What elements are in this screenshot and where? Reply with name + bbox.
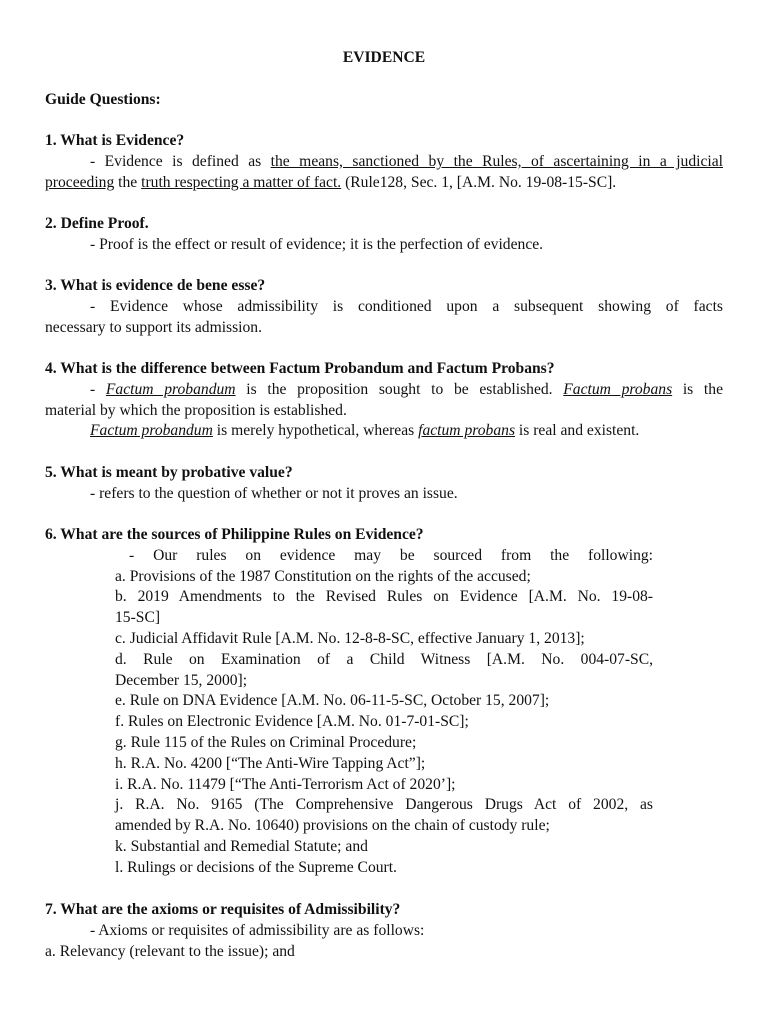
question-3-answer-line-1: - Evidence whose admissibility is conditioned upon a subsequent showing of facts <box>90 297 723 315</box>
question-4 <box>45 359 723 442</box>
question-5-answer: - refers to the question of whether or not it proves an issue. <box>90 484 458 502</box>
list-item: f. Rules on Electronic Evidence [A.M. No. 01-7-01-SC]; <box>115 713 469 731</box>
question-2-answer: - Proof is the effect or result of evidence; it is the perfection of evidence. <box>90 235 544 253</box>
list-item: h. R.A. No. 4200 [“The Anti-Wire Tapping Act”]; <box>115 754 426 772</box>
question-4-heading: 4. What is the difference between Factum Probandum and Factum Probans? <box>45 360 555 377</box>
question-3-heading: 3. What is evidence de bene esse? <box>45 277 266 294</box>
question-3 <box>45 276 723 338</box>
question-1 <box>45 131 723 193</box>
question-6-heading: 6. What are the sources of Philippine Rules on Evidence? <box>45 526 424 543</box>
list-item: a. Provisions of the 1987 Constitution on the rights of the accused; <box>115 567 531 585</box>
question-3-answer-line-2: necessary to support its admission. <box>45 318 262 336</box>
question-2 <box>45 214 723 256</box>
list-item: amended by R.A. No. 10640) provisions on the chain of custody rule; <box>115 817 550 835</box>
list-item: b. 2019 Amendments to the Revised Rules on Evidence [A.M. No. 19-08- <box>115 588 653 606</box>
document-title: EVIDENCE <box>342 49 426 66</box>
list-item: c. Judicial Affidavit Rule [A.M. No. 12-8-8-SC, effective January 1, 2013]; <box>115 629 585 647</box>
list-item: d. Rule on Examination of a Child Witness [A.M. No. 004-07-SC, <box>115 650 653 668</box>
question-7 <box>45 900 723 962</box>
question-6-source-list <box>45 546 653 879</box>
question-1-heading: 1. What is Evidence? <box>45 132 185 149</box>
question-5-heading: 5. What is meant by probative value? <box>45 464 293 481</box>
question-4-answer-line-1: - Factum probandum is the proposition sought to be established. Factum probans is the <box>90 380 723 398</box>
question-4-answer-line-3: Factum probandum is merely hypothetical, whereas factum probans is real and existent. <box>90 422 640 440</box>
list-item: 15-SC] <box>115 609 161 627</box>
question-6 <box>45 525 723 879</box>
question-5 <box>45 463 723 505</box>
list-item: l. Rulings or decisions of the Supreme Court. <box>115 858 397 876</box>
list-item: j. R.A. No. 9165 (The Comprehensive Dangerous Drugs Act of 2002, as <box>115 796 653 814</box>
list-item: December 15, 2000]; <box>115 671 248 689</box>
question-7-item-a: a. Relevancy (relevant to the issue); and <box>45 942 295 960</box>
question-2-heading: 2. Define Proof. <box>45 215 149 232</box>
question-1-answer-line-2: proceeding the truth respecting a matter of fact. (Rule128, Sec. 1, [A.M. No. 19-08-15-SC]. <box>45 173 617 191</box>
question-7-heading: 7. What are the axioms or requisites of Admissibility? <box>45 901 401 918</box>
question-7-intro: - Axioms or requisites of admissibility are as follows: <box>90 921 425 939</box>
list-item: e. Rule on DNA Evidence [A.M. No. 06-11-5-SC, October 15, 2007]; <box>115 692 550 710</box>
question-6-intro: - Our rules on evidence may be sourced from the following: <box>129 546 653 564</box>
list-item: k. Substantial and Remedial Statute; and <box>115 837 368 855</box>
guide-questions-label: Guide Questions: <box>45 91 161 108</box>
question-4-answer-line-2: material by which the proposition is established. <box>45 401 347 419</box>
list-item: g. Rule 115 of the Rules on Criminal Procedure; <box>115 733 417 751</box>
list-item: i. R.A. No. 11479 [“The Anti-Terrorism Act of 2020’]; <box>115 775 456 793</box>
question-1-answer-line-1: - Evidence is defined as the means, sanctioned by the Rules, of ascertaining in a judicial <box>90 152 723 170</box>
